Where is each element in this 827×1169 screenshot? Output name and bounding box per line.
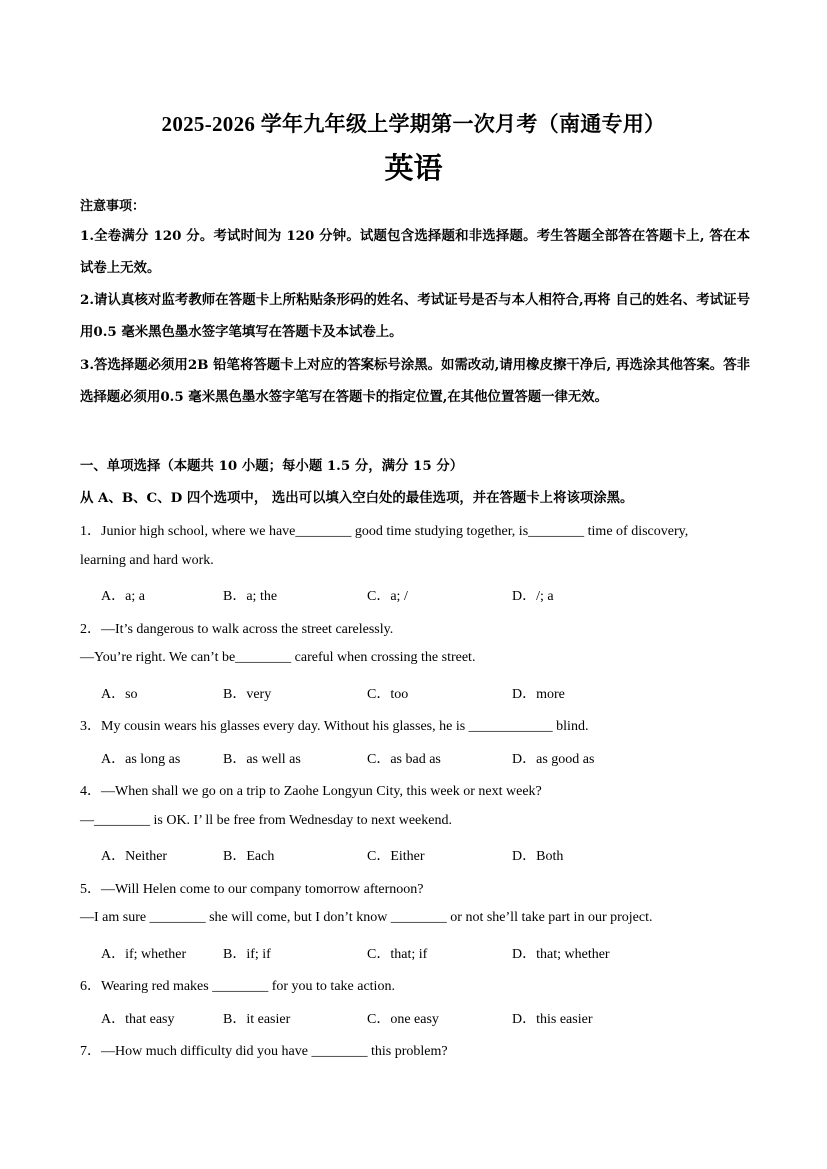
notice-item-3: 3.答选择题必须用2B 铅笔将答题卡上对应的答案标号涂黑。如需改动,请用橡皮擦干净后, 再选涂其他答案。答非选择题必须用0.5 毫米黑色墨水签字笔写在答题卡的指定位置,在其他位置答题一律无效。 — [80, 357, 750, 405]
question-5-option-c: C．that; if — [367, 947, 428, 962]
question-4-line-2: —________ is OK. I’ ll be free from Wednesday to next weekend. — [80, 813, 452, 828]
question-4-option-c: C．Either — [367, 849, 425, 864]
question-1-option-b: B．a; the — [223, 589, 278, 604]
question-1-line-2: learning and hard work. — [80, 553, 214, 568]
question-5-option-d: D．that; whether — [512, 947, 610, 962]
question-6-option-d: D．this easier — [512, 1012, 593, 1027]
question-4-line-1: 4．—When shall we go on a trip to Zaohe Longyun City, this week or next week? — [80, 784, 542, 799]
section-instruction: 从 A、B、C、D 四个选项中， 选出可以填入空白处的最佳选项，并在答题卡上将该项涂黑。 — [80, 490, 634, 506]
section-heading: 一、单项选择（本题共 10 小题；每小题 1.5 分，满分 15 分） — [80, 458, 464, 474]
question-5-line-1: 5．—Will Helen come to our company tomorrow afternoon? — [80, 882, 424, 897]
question-6-option-a: A．that easy — [101, 1012, 175, 1027]
question-5-option-b: B．if; if — [223, 947, 271, 962]
notice-heading: 注意事项： — [80, 199, 146, 214]
notice-item-2: 2.请认真核对监考教师在答题卡上所粘贴条形码的姓名、考试证号是否与本人相符合,再将 自己的姓名、考试证号用0.5 毫米黑色墨水签字笔填写在答题卡及本试卷上。 — [80, 292, 750, 340]
question-3-line-1: 3．My cousin wears his glasses every day. Without his glasses, he is ____________ blind. — [80, 719, 589, 734]
question-2-option-b: B．very — [223, 687, 272, 702]
question-1-option-a: A．a; a — [101, 589, 145, 604]
subject-title: 英语 — [384, 151, 443, 185]
question-2-option-d: D．more — [512, 687, 565, 702]
question-4-option-a: A．Neither — [101, 849, 168, 864]
question-7-line-1: 7．—How much difficulty did you have ________ this problem? — [80, 1044, 448, 1059]
question-6-option-b: B．it easier — [223, 1012, 291, 1027]
question-1-line-1: 1．Junior high school, where we have________ good time studying together, is________ time of discovery, — [80, 524, 689, 539]
question-3-option-b: B．as well as — [223, 752, 301, 767]
question-5-line-2: —I am sure ________ she will come, but I don’t know ________ or not she’ll take part in our project. — [80, 910, 653, 925]
question-5-option-a: A．if; whether — [101, 947, 187, 962]
exam-title: 2025-2026 学年九年级上学期第一次月考（南通专用） — [161, 112, 666, 136]
question-1-option-c: C．a; / — [367, 589, 408, 604]
question-6-option-c: C．one easy — [367, 1012, 439, 1027]
question-1-option-d: D．/; a — [512, 589, 554, 604]
question-2-option-a: A．so — [101, 687, 138, 702]
notice-item-1: 1.全卷满分 120 分。考试时间为 120 分钟。试题包含选择题和非选择题。考生答题全部答在答题卡上, 答在本试卷上无效。 — [80, 228, 750, 276]
question-3-option-a: A．as long as — [101, 752, 181, 767]
question-4-option-b: B．Each — [223, 849, 275, 864]
question-3-option-d: D．as good as — [512, 752, 595, 767]
question-2-line-2: —You’re right. We can’t be________ careful when crossing the street. — [80, 650, 476, 665]
question-6-line-1: 6．Wearing red makes ________ for you to take action. — [80, 979, 395, 994]
question-3-option-c: C．as bad as — [367, 752, 441, 767]
question-2-option-c: C．too — [367, 687, 409, 702]
question-4-option-d: D．Both — [512, 849, 564, 864]
question-2-line-1: 2．—It’s dangerous to walk across the street carelessly. — [80, 622, 394, 637]
